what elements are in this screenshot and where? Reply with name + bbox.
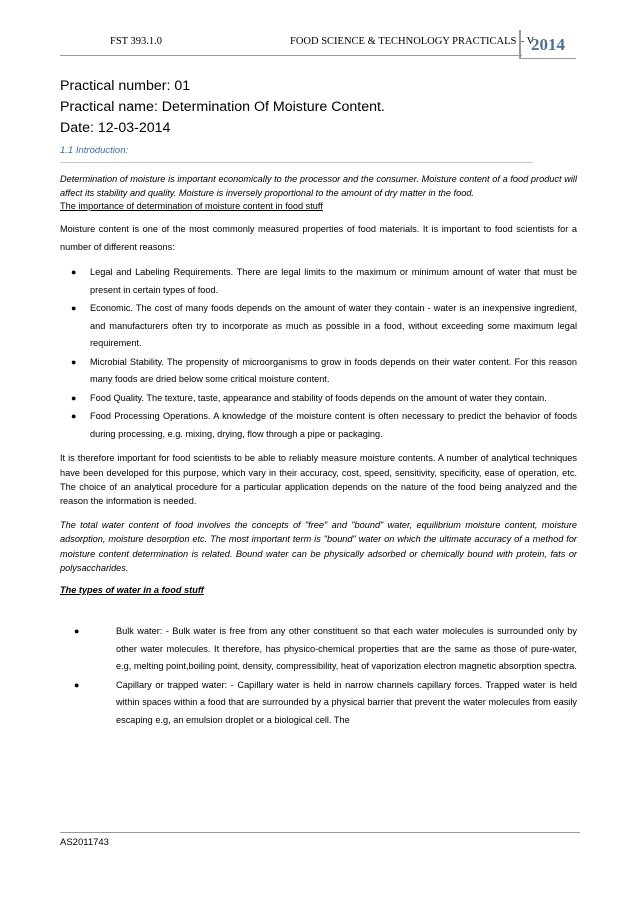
bullet-icon: ● [71, 267, 77, 278]
list-item-text: Bulk water: - Bulk water is free from any other constituent so that each water molecules is surrounded only by other water molecules. It therefore, has physico-chemical properties that are the same as those of pure-water, e.g, melting point,boiling point, density, compressibility, heat of vaporization electron magnetic absorption spectra. [116, 626, 577, 672]
list-item [60, 408, 577, 443]
list-item [60, 390, 577, 408]
introduction-heading: 1.1 Introduction: [60, 145, 533, 163]
list-item [60, 677, 577, 730]
bullet-icon: ● [71, 356, 77, 367]
practical-name: Practical name: Determination Of Moisture Content. [60, 99, 385, 115]
course-code: FST 393.1.0 [110, 36, 163, 47]
header-year: 2014 [519, 30, 576, 59]
bullet-icon: ● [71, 411, 77, 422]
importance-paragraph: Moisture content is one of the most commonly measured properties of food materials. It is important to food scientists for a number of different reasons: [60, 224, 577, 253]
list-item-text: Food Processing Operations. A knowledge of the moisture content is often necessary to predict the behavior of foods during processing, e.g. mixing, drying, flow through a pipe or packaging. [90, 411, 577, 439]
list-item-text: Capillary or trapped water: - Capillary water is held in narrow channels capillary forces. Trapped water is held within spaces within a food that are surrounded by a physical barrier that prevent the water molecules from easily escaping e.g, an emulsion droplet or a biological cell. The [116, 679, 577, 725]
introduction-paragraph: Determination of moisture is important economically to the processor and the consumer. Moisture content of a food product will affect its stability and quality. Moisture is inversely proportional to the amount of dry matter in the food. [60, 174, 577, 199]
importance-heading: The importance of determination of moisture content in food stuff [60, 201, 323, 212]
bullet-icon: ● [71, 303, 77, 314]
list-item [60, 623, 577, 676]
bullet-icon: ● [74, 626, 80, 637]
water-types-heading: The types of water in a food stuff [60, 585, 204, 596]
bullet-icon: ● [71, 392, 77, 403]
list-item [60, 354, 577, 389]
list-item [60, 264, 577, 299]
header-title: FOOD SCIENCE & TECHNOLOGY PRACTICALS – V [290, 36, 535, 47]
page-header [60, 30, 576, 60]
water-types-list [60, 623, 577, 729]
practical-date: Date: 12-03-2014 [60, 120, 171, 136]
list-item-text: Legal and Labeling Requirements. There are legal limits to the maximum or minimum amount of water that must be present in certain types of food. [90, 267, 577, 295]
list-item-text: Economic. The cost of many foods depends on the amount of water they contain - water is an inexpensive ingredient, and manufacturers often try to incorporate as much as possible in a food, without exceeding some maximum legal requirement. [90, 303, 577, 349]
practical-number: Practical number: 01 [60, 78, 191, 94]
techniques-paragraph: It is therefore important for food scientists to be able to reliably measure moisture contents. A number of analytical techniques have been developed for this purpose, which vary in their accuracy, cost, speed, sensitivity, specificity, ease of operation, etc. The choice of an analytical procedure for a particular application depends on the nature of the food being analyzed and the reason the information is needed. [60, 453, 577, 507]
total-water-paragraph: The total water content of food involves the concepts of "free" and "bound" water, equilibrium moisture content, moisture adsorption, moisture desorption etc. The most important term is "bound" water on which the ultimate accuracy of a method for moisture content determination is related. Bound water can be physically adsorbed or chemically bound with protein, fats or polysaccharides. [60, 520, 577, 573]
page-content [60, 76, 577, 730]
header-divider [60, 55, 522, 56]
reasons-list [60, 264, 577, 443]
list-item-text: Food Quality. The texture, taste, appearance and stability of foods depends on the amount of water they contain. [90, 392, 547, 403]
list-item [60, 300, 577, 353]
page-footer: AS2011743 [60, 832, 580, 848]
list-item-text: Microbial Stability. The propensity of microorganisms to grow in foods depends on their water content. For this reason many foods are dried below some critical moisture content. [90, 356, 577, 385]
bullet-icon: ● [74, 679, 80, 690]
